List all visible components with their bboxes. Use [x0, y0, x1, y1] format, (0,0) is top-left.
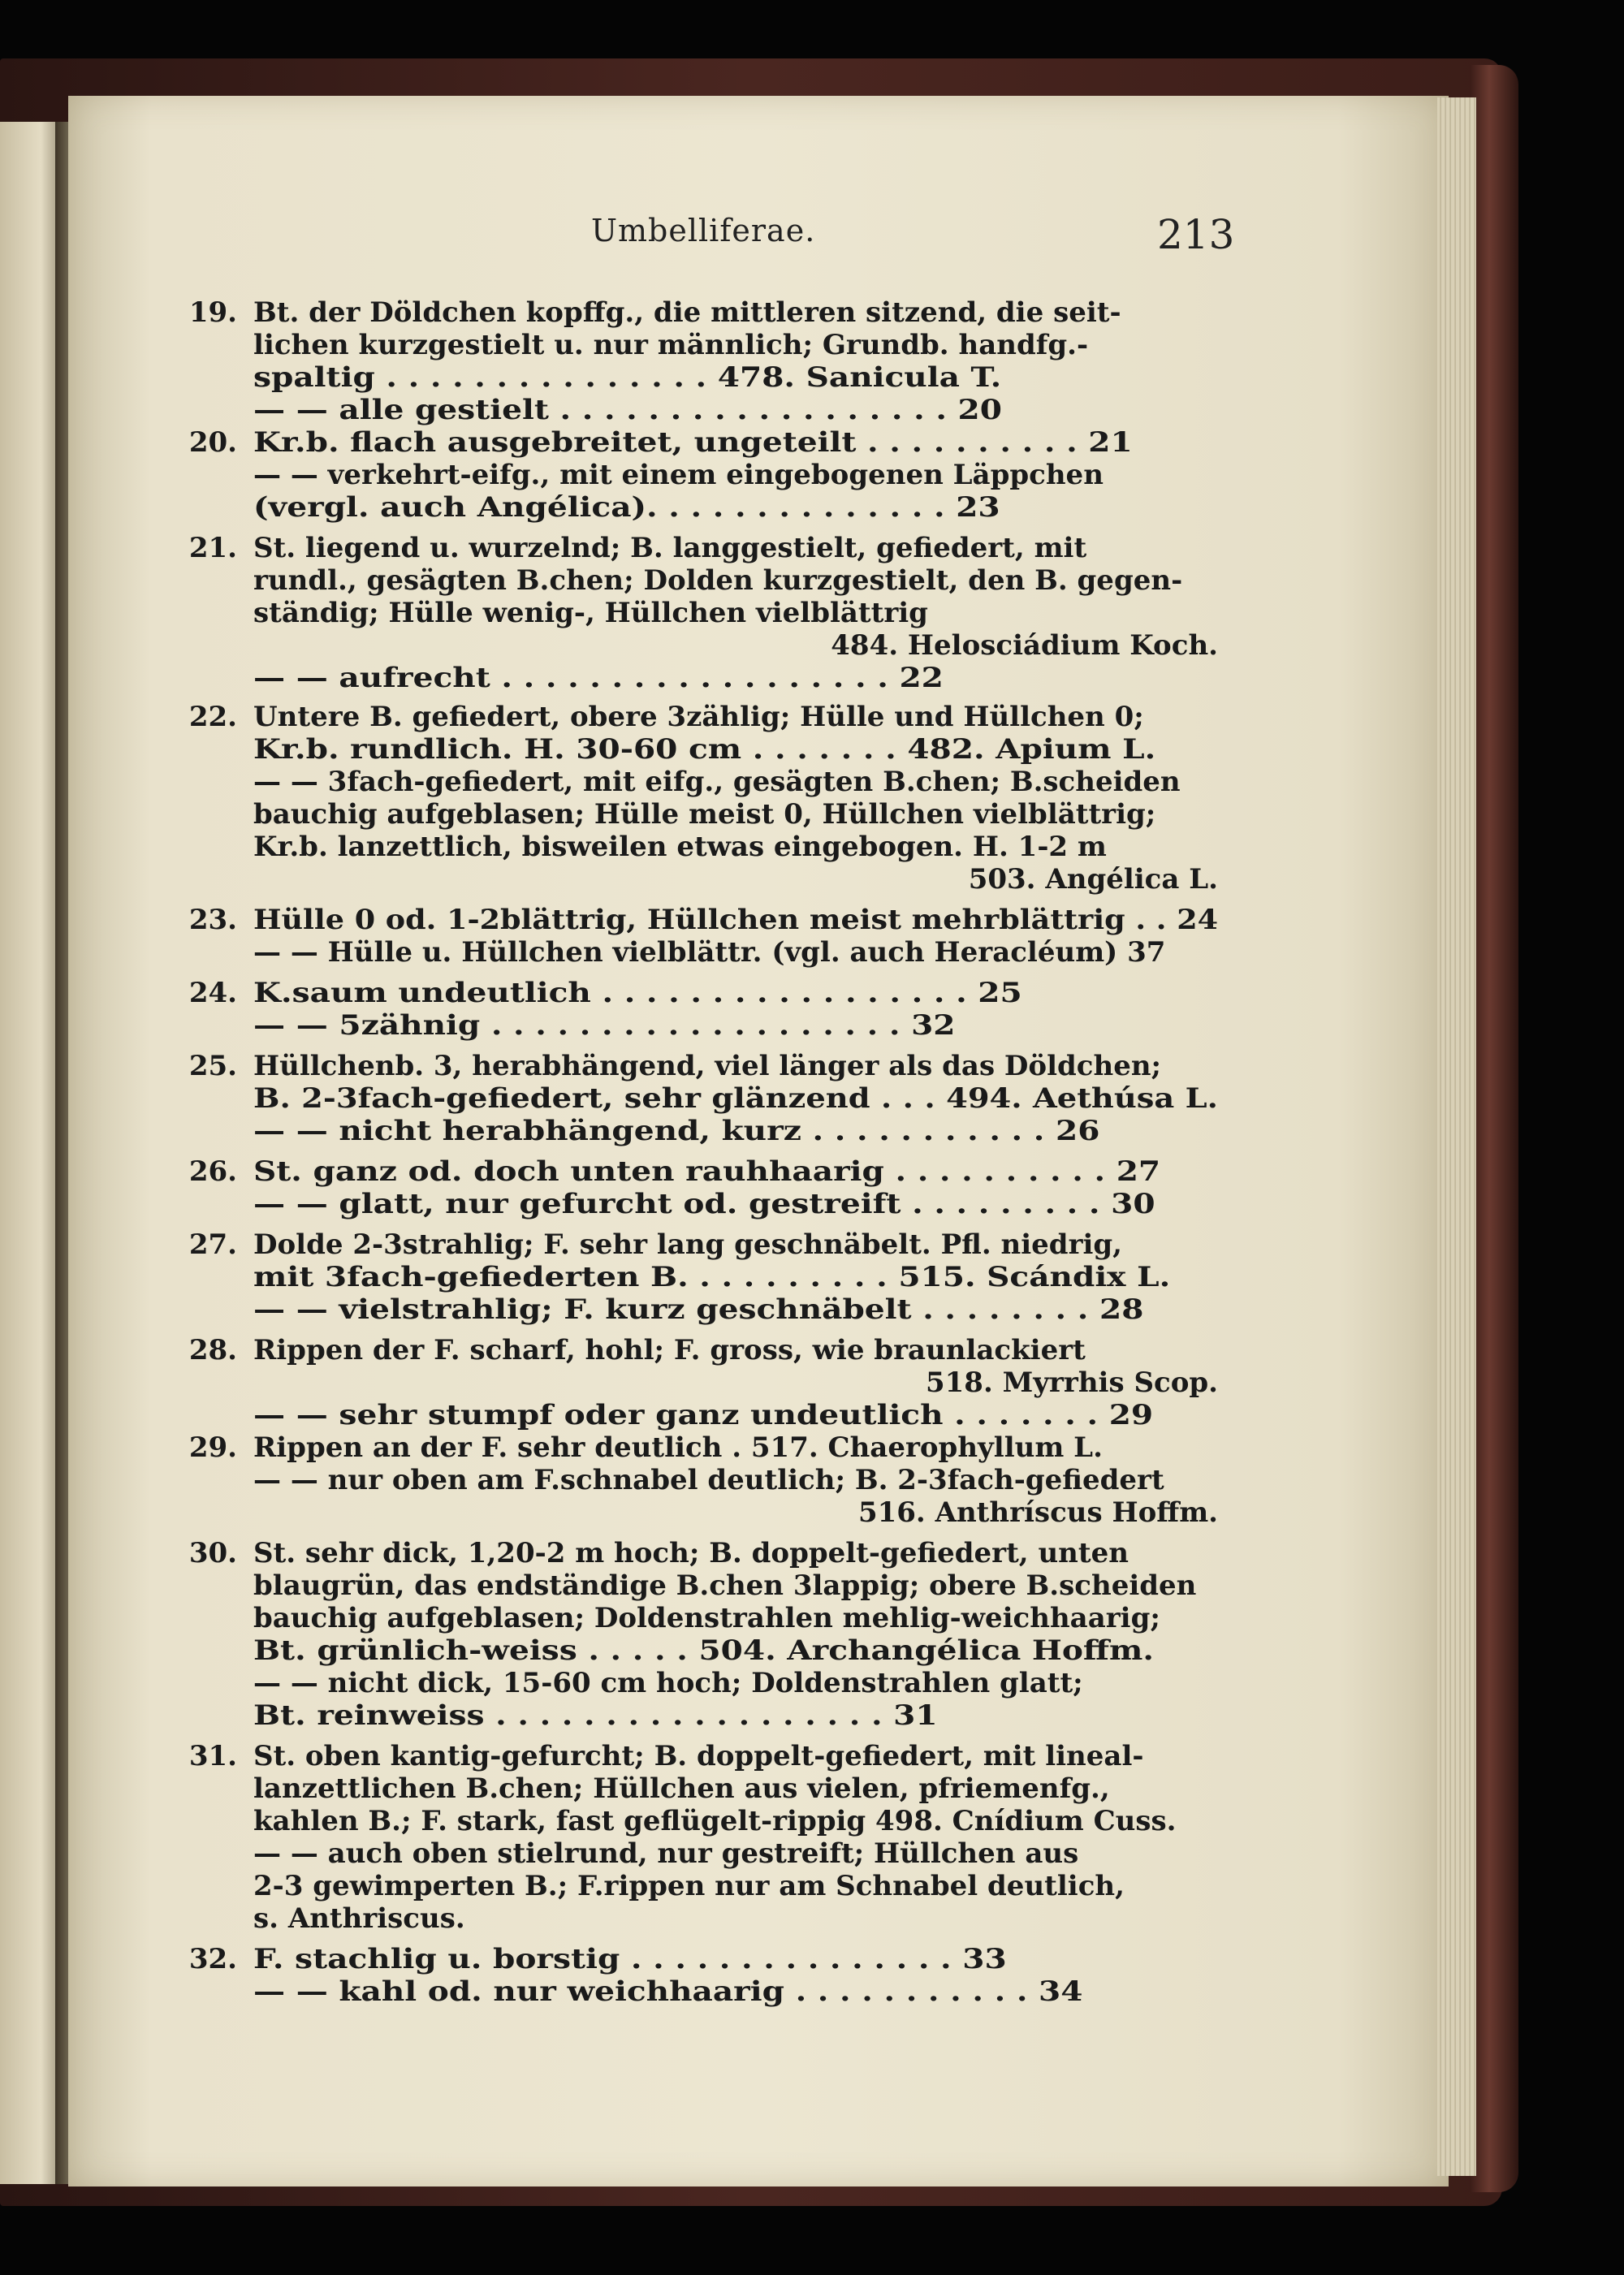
key-continuation-line [0, 1870, 1624, 1904]
key-line-text: spaltig . . . . . . . . . . . . . . . 478. Sanicula T. [253, 361, 1002, 394]
key-line-text: — — glatt, nur gefurcht od. gestreift . . . . . . . . . 30 [253, 1188, 1155, 1220]
key-continuation-line [0, 1009, 1624, 1043]
key-continuation-line [0, 1366, 1624, 1401]
key-continuation-line [0, 459, 1624, 493]
couplet-number: 28. [188, 1334, 237, 1366]
key-line-text: — — nur oben am F.schnabel deutlich; B. 2-3fach-gefiedert [253, 1464, 1164, 1496]
key-line-text: Bt. reinweiss . . . . . . . . . . . . . . . . . . 31 [253, 1699, 938, 1732]
key-continuation-line [0, 597, 1624, 631]
key-line-text: — — kahl od. nur weichhaarig . . . . . . . . . . . 34 [253, 1975, 1083, 2008]
key-continuation-line [0, 1837, 1624, 1871]
couplet-number: 24. [188, 977, 237, 1009]
running-title: Umbelliferae. [591, 213, 816, 248]
key-line-text: St. ganz od. doch unten rauhhaarig . . . . . . . . . . 27 [253, 1155, 1161, 1188]
key-line-text: Bt. grünlich-weiss . . . . . 504. Archangélica Hoffm. [253, 1634, 1155, 1667]
key-line-text: F. stachlig u. borstig . . . . . . . . . . . . . . . 33 [253, 1943, 1007, 1975]
key-continuation-line [0, 798, 1624, 832]
key-line-text: kahlen B.; F. stark, fast geflügelt-rippig 498. Cnídium Cuss. [253, 1805, 1177, 1837]
key-continuation-line [0, 766, 1624, 800]
couplet-number: 32. [188, 1943, 237, 1975]
key-continuation-line [0, 1464, 1624, 1498]
key-line-text: — — verkehrt-eifg., mit einem eingebogenen Läppchen [253, 459, 1104, 491]
couplet-number: 26. [188, 1155, 237, 1188]
key-continuation-line [0, 1902, 1624, 1936]
key-line-text: mit 3fach-gefiederten B. . . . . . . . . . 515. Scándix L. [253, 1261, 1171, 1293]
key-continuation-line [0, 361, 1624, 395]
key-continuation-line [0, 1496, 1624, 1530]
key-line-text: — — sehr stumpf oder ganz undeutlich . . . . . . . 29 [253, 1399, 1154, 1431]
key-line-text: bauchig aufgeblasen; Hülle meist 0, Hüllchen vielblättrig; [253, 798, 1156, 831]
key-continuation-line [0, 1188, 1624, 1222]
key-continuation-line [0, 1975, 1624, 2010]
key-line-text: 2-3 gewimperten B.; F.rippen nur am Schnabel deutlich, [253, 1870, 1125, 1902]
key-continuation-line [0, 564, 1624, 598]
key-line-text: Untere B. gefiedert, obere 3zählig; Hülle und Hüllchen 0; [253, 701, 1144, 733]
key-line-text: Kr.b. rundlich. H. 30-60 cm . . . . . . . 482. Apium L. [253, 733, 1156, 766]
key-line-text: Rippen an der F. sehr deutlich . 517. Chaerophyllum L. [253, 1431, 1103, 1464]
key-couplet-line [0, 296, 1624, 330]
key-line-text: blaugrün, das endständige B.chen 3lappig; obere B.scheiden [253, 1569, 1197, 1602]
key-continuation-line [0, 662, 1624, 696]
couplet-number: 25. [188, 1050, 237, 1082]
key-continuation-line [0, 1805, 1624, 1839]
key-couplet-line [0, 904, 1624, 938]
key-continuation-line [0, 1261, 1624, 1295]
key-line-text: bauchig aufgeblasen; Doldenstrahlen mehlig-weichhaarig; [253, 1602, 1160, 1634]
key-line-text: — — 3fach-gefiedert, mit eifg., gesägten B.chen; B.scheiden [253, 766, 1181, 798]
key-line-text: — — 5zähnig . . . . . . . . . . . . . . . . . . . 32 [253, 1009, 956, 1042]
key-couplet-line [0, 1334, 1624, 1368]
key-continuation-line [0, 394, 1624, 428]
couplet-number: 30. [188, 1537, 237, 1569]
key-continuation-line [0, 1602, 1624, 1636]
key-line-text: Bt. der Döldchen kopffg., die mittleren sitzend, die seit- [253, 296, 1121, 329]
key-line-text: B. 2-3fach-gefiedert, sehr glänzend . . . 494. Aethúsa L. [253, 1082, 1218, 1115]
couplet-number: 27. [188, 1228, 237, 1261]
key-continuation-line [0, 831, 1624, 865]
key-line-text: — — aufrecht . . . . . . . . . . . . . . . . . . 22 [253, 662, 944, 694]
key-line-text: Kr.b. flach ausgebreitet, ungeteilt . . . . . . . . . . 21 [253, 426, 1133, 459]
key-couplet-line [0, 532, 1624, 566]
key-continuation-line [0, 1293, 1624, 1327]
key-line-text: — — nicht dick, 15-60 cm hoch; Doldenstrahlen glatt; [253, 1667, 1083, 1699]
key-couplet-line [0, 1943, 1624, 1977]
couplet-number: 23. [188, 904, 237, 936]
couplet-number: 22. [188, 701, 237, 733]
key-continuation-line [0, 491, 1624, 525]
key-line-text: — — nicht herabhängend, kurz . . . . . . . . . . . 26 [253, 1115, 1100, 1147]
key-line-text: St. sehr dick, 1,20-2 m hoch; B. doppelt-gefiedert, unten [253, 1537, 1129, 1569]
key-line-text: rundl., gesägten B.chen; Dolden kurzgestielt, den B. gegen- [253, 564, 1183, 597]
key-couplet-line [0, 1050, 1624, 1084]
key-continuation-line [0, 863, 1624, 897]
key-line-text: Dolde 2-3strahlig; F. sehr lang geschnäbelt. Pfl. niedrig, [253, 1228, 1123, 1261]
key-continuation-line [0, 329, 1624, 363]
key-continuation-line [0, 1082, 1624, 1116]
couplet-number: 31. [188, 1740, 237, 1772]
key-couplet-line [0, 701, 1624, 735]
key-line-text: ständig; Hülle wenig-, Hüllchen vielblättrig [253, 597, 928, 629]
couplet-number: 29. [188, 1431, 237, 1464]
key-line-text: 484. Helosciádium Koch. [831, 629, 1218, 662]
key-line-text: lichen kurzgestielt u. nur männlich; Grundb. handfg.- [253, 329, 1089, 361]
key-couplet-line [0, 1155, 1624, 1189]
key-continuation-line [0, 1115, 1624, 1149]
key-continuation-line [0, 733, 1624, 767]
key-continuation-line [0, 1667, 1624, 1701]
key-couplet-line [0, 977, 1624, 1011]
key-couplet-line [0, 1537, 1624, 1571]
key-continuation-line [0, 936, 1624, 970]
key-line-text: 518. Myrrhis Scop. [925, 1366, 1218, 1399]
key-line-text: (vergl. auch Angélica). . . . . . . . . . . . . . 23 [253, 491, 1000, 524]
key-line-text: 503. Angélica L. [968, 863, 1218, 896]
key-couplet-line [0, 1740, 1624, 1774]
key-line-text: 516. Anthríscus Hoffm. [857, 1496, 1218, 1529]
key-couplet-line [0, 426, 1624, 460]
key-line-text: Kr.b. lanzettlich, bisweilen etwas eingebogen. H. 1-2 m [253, 831, 1107, 863]
key-line-text: — — alle gestielt . . . . . . . . . . . . . . . . . . 20 [253, 394, 1002, 426]
key-line-text: — — vielstrahlig; F. kurz geschnäbelt . . . . . . . . 28 [253, 1293, 1144, 1326]
page-number: 213 [1157, 211, 1235, 258]
key-line-text: K.saum undeutlich . . . . . . . . . . . . . . . . . 25 [253, 977, 1022, 1009]
key-line-text: St. oben kantig-gefurcht; B. doppelt-gefiedert, mit lineal- [253, 1740, 1144, 1772]
key-continuation-line [0, 1699, 1624, 1733]
key-line-text: s. Anthriscus. [253, 1902, 465, 1935]
key-continuation-line [0, 629, 1624, 663]
key-continuation-line [0, 1569, 1624, 1604]
key-line-text: Rippen der F. scharf, hohl; F. gross, wie braunlackiert [253, 1334, 1086, 1366]
key-line-text: St. liegend u. wurzelnd; B. langgestielt, gefiedert, mit [253, 532, 1087, 564]
key-continuation-line [0, 1772, 1624, 1807]
key-line-text: lanzettlichen B.chen; Hüllchen aus vielen, pfriemenfg., [253, 1772, 1110, 1805]
key-line-text: Hülle 0 od. 1-2blättrig, Hüllchen meist mehrblättrig . . 24 [253, 904, 1218, 936]
key-couplet-line [0, 1431, 1624, 1466]
key-continuation-line [0, 1634, 1624, 1668]
key-line-text: — — Hülle u. Hüllchen vielblättr. (vgl. auch Heracléum) 37 [253, 936, 1166, 969]
couplet-number: 19. [188, 296, 237, 329]
key-couplet-line [0, 1228, 1624, 1263]
couplet-number: 20. [188, 426, 237, 459]
key-continuation-line [0, 1399, 1624, 1433]
key-line-text: Hüllchenb. 3, herabhängend, viel länger als das Döldchen; [253, 1050, 1162, 1082]
key-line-text: — — auch oben stielrund, nur gestreift; Hüllchen aus [253, 1837, 1079, 1870]
couplet-number: 21. [188, 532, 237, 564]
